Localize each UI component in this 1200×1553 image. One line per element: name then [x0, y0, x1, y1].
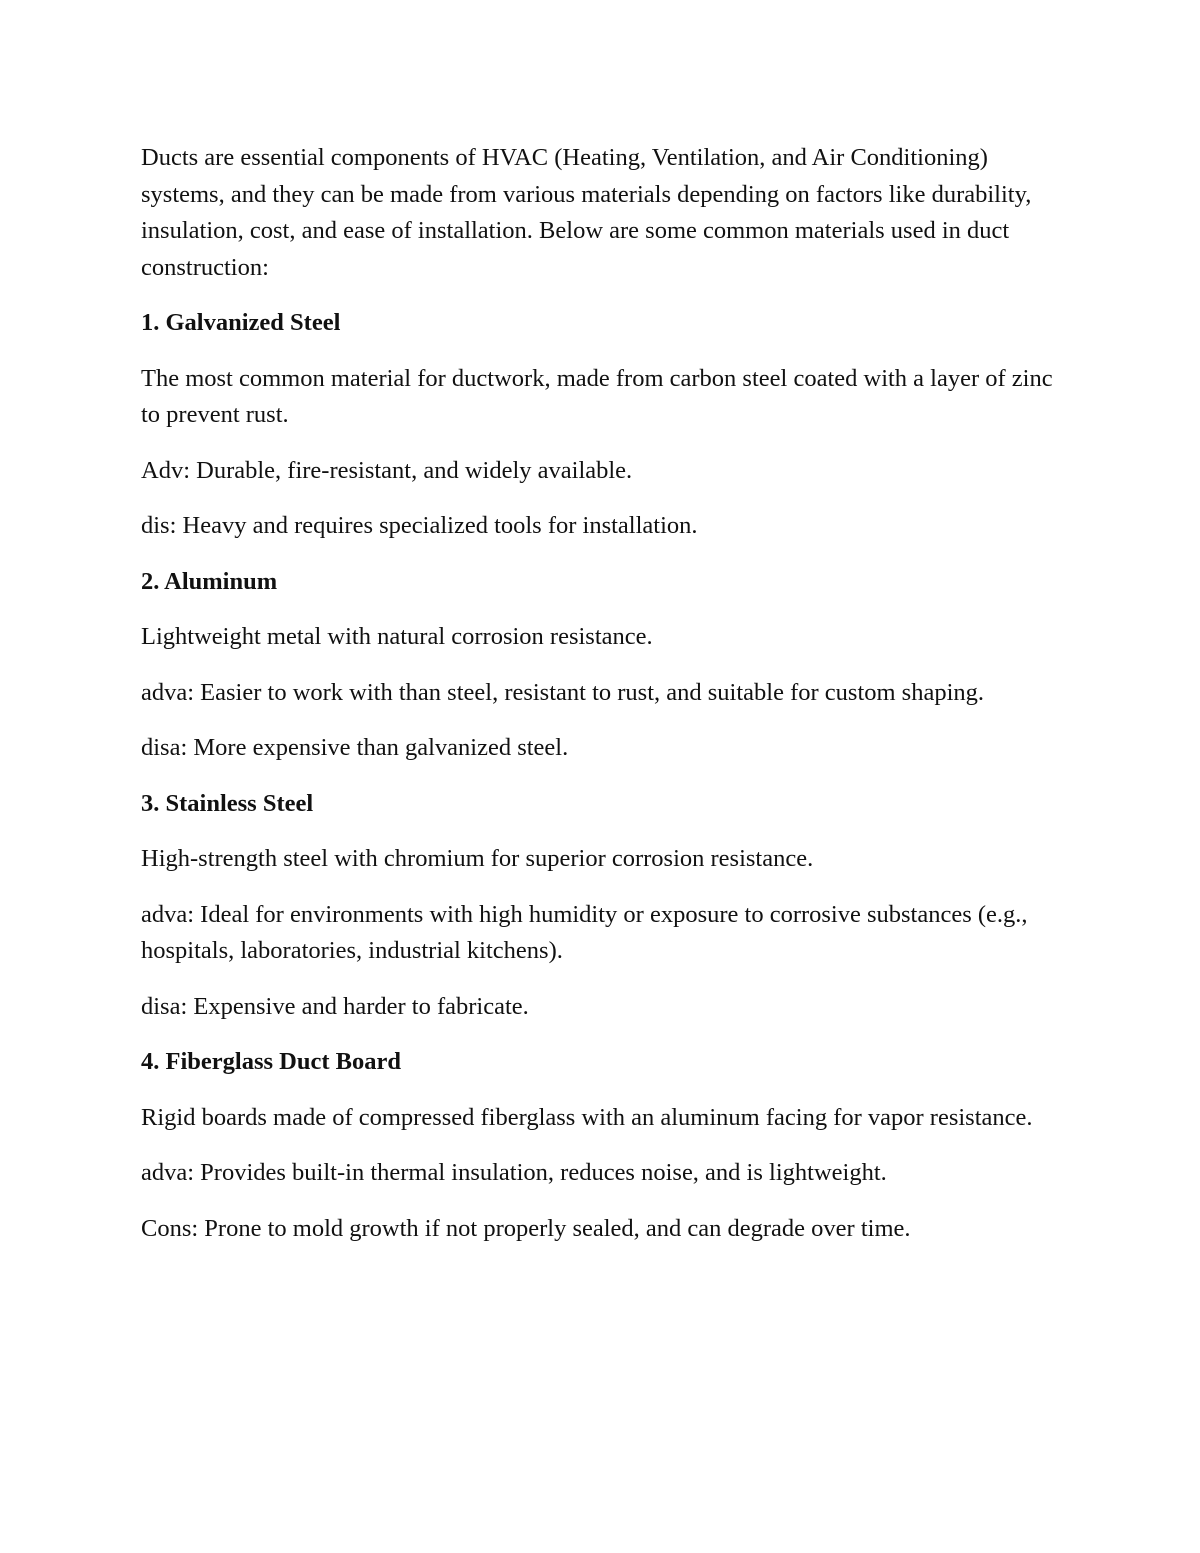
section-description-fiberglass-duct-board: Rigid boards made of compressed fiberglass with an aluminum facing for vapor resistance. [141, 1103, 1033, 1131]
section-heading-fiberglass-duct-board: 4. Fiberglass Duct Board [141, 1048, 401, 1075]
section-advantage-fiberglass-duct-board: adva: Provides built-in thermal insulation, reduces noise, and is lightweight. [141, 1159, 887, 1186]
section-disadvantage-fiberglass-duct-board: Cons: Prone to mold growth if not properly sealed, and can degrade over time. [141, 1214, 911, 1242]
section-heading-aluminum: 2. Aluminum [141, 567, 278, 595]
section-disadvantage-stainless-steel: disa: Expensive and harder to fabricate. [141, 992, 529, 1020]
section-disadvantage-galvanized-steel: dis: Heavy and requires specialized tools for installation. [141, 512, 698, 539]
section-advantage-aluminum: adva: Easier to work with than steel, resistant to rust, and suitable for custom shaping. [141, 678, 985, 706]
section-advantage-galvanized-steel: Adv: Durable, fire-resistant, and widely available. [141, 456, 633, 484]
section-advantage-stainless-steel: adva: Ideal for environments with high humidity or exposure to corrosive substances (e.g., hospitals, laboratories, industrial kitchens). [141, 900, 1028, 964]
section-heading-stainless-steel: 3. Stainless Steel [141, 789, 314, 817]
section-disadvantage-aluminum: disa: More expensive than galvanized steel. [141, 734, 569, 761]
document-body [141, 140, 1061, 1266]
section-description-stainless-steel: High-strength steel with chromium for superior corrosion resistance. [141, 845, 814, 872]
intro-paragraph: Ducts are essential components of HVAC (Heating, Ventilation, and Air Conditioning) systems, and they can be made from various materials depending on factors like durability, insulation, cost, and ease of installation. Below are some common materials used in duct construction: [141, 144, 1032, 281]
section-description-aluminum: Lightweight metal with natural corrosion resistance. [141, 623, 653, 650]
section-description-galvanized-steel: The most common material for ductwork, made from carbon steel coated with a layer of zinc to prevent rust. [141, 364, 1053, 428]
section-heading-galvanized-steel: 1. Galvanized Steel [141, 309, 341, 336]
